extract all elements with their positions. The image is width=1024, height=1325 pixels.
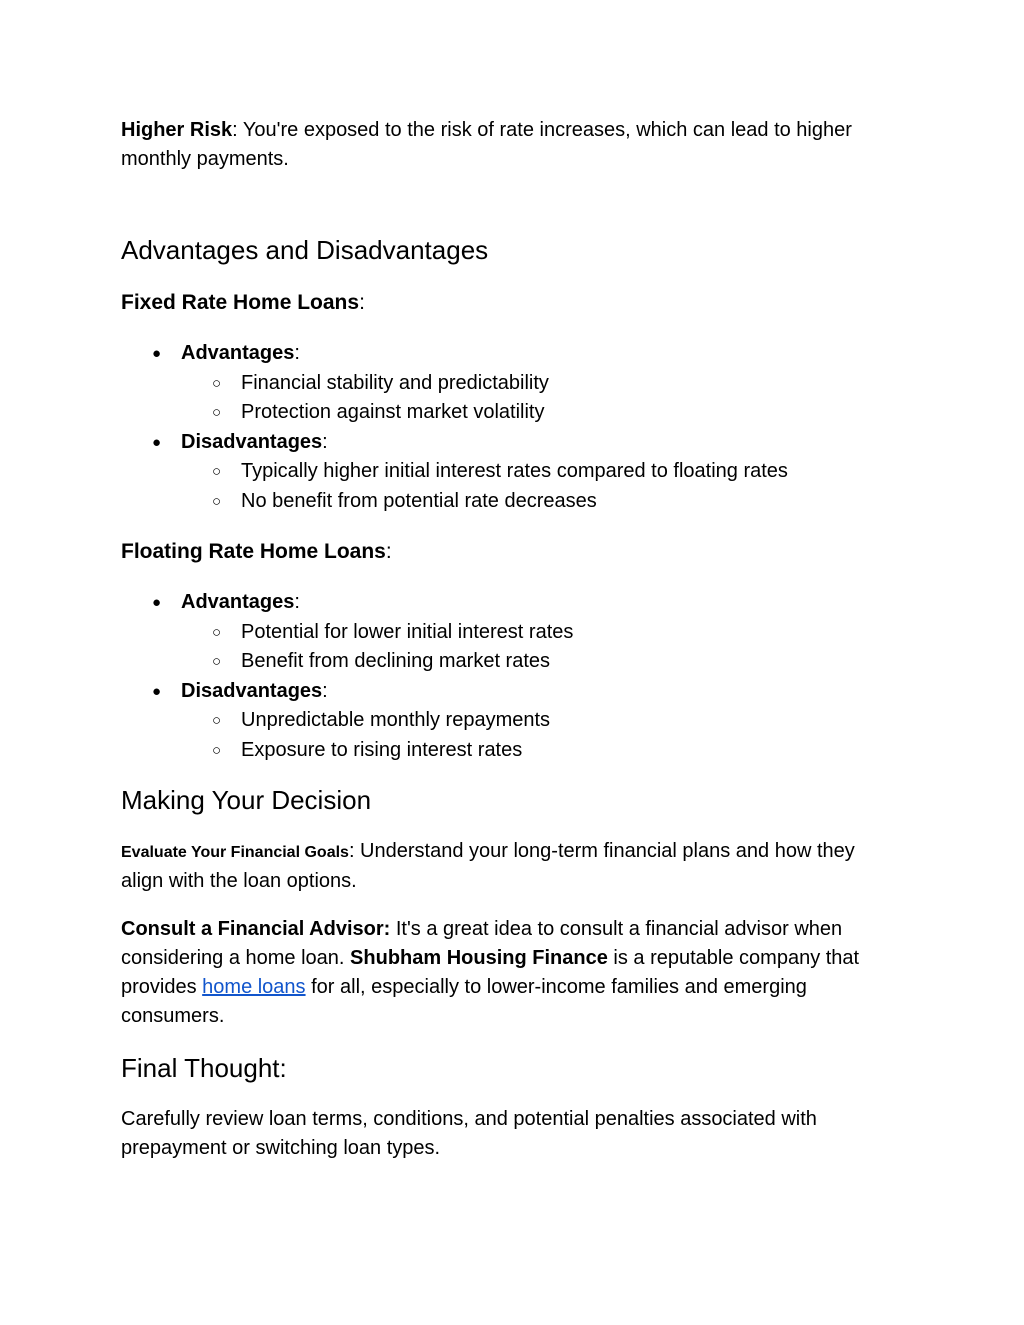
goals-paragraph <box>121 837 901 896</box>
floating-rate-colon: : <box>385 540 392 563</box>
hollow-bullet-icon: ○ <box>212 653 222 670</box>
hollow-bullet-icon: ○ <box>212 741 222 759</box>
decision-heading: Making Your Decision <box>121 785 372 815</box>
list-item <box>181 618 901 648</box>
advisor-text-3: for all, especially to lower-income families and emerging consumers. <box>121 976 807 1027</box>
floating-advantages-label: Advantages <box>181 591 295 613</box>
fixed-rate-heading <box>121 288 901 317</box>
higher-risk-paragraph <box>121 116 901 174</box>
hollow-bullet-icon: ○ <box>212 623 222 641</box>
list-item <box>121 339 901 428</box>
higher-risk-text: : You're exposed to the risk of rate increases, which can lead to higher monthly payments. <box>121 119 852 170</box>
list-item <box>181 369 901 399</box>
list-item-text: Unpredictable monthly repayments <box>241 709 551 731</box>
filled-bullet-icon: ● <box>152 433 162 451</box>
hollow-bullet-icon: ○ <box>212 712 222 729</box>
hollow-bullet-icon: ○ <box>212 404 222 421</box>
floating-rate-title: Floating Rate Home Loans <box>121 540 386 563</box>
list-item-text: Benefit from declining market rates <box>241 650 551 672</box>
list-item <box>181 706 901 736</box>
filled-bullet-icon: ● <box>152 345 162 362</box>
fixed-advantages-list <box>181 369 901 428</box>
goals-label: Evaluate Your Financial Goals <box>121 844 349 861</box>
list-item-text: Financial stability and predictability <box>241 371 549 394</box>
list-item-text: Typically higher initial interest rates compared to floating rates <box>241 460 788 482</box>
home-loans-link[interactable]: home loans <box>202 976 306 998</box>
advisor-text-1: It's a great idea to consult a financial advisor when considering a home loan. <box>121 918 843 969</box>
fixed-advantages-label: Advantages <box>181 342 295 364</box>
fixed-disadvantages-label: Disadvantages <box>181 430 323 453</box>
floating-rate-list <box>121 588 901 765</box>
colon: : <box>322 679 328 702</box>
advisor-paragraph <box>121 915 901 1031</box>
advisor-label: Consult a Financial Advisor: <box>121 918 391 940</box>
list-item <box>181 398 901 428</box>
advisor-text-2: is a reputable company that provides <box>121 947 860 998</box>
floating-advantages-list <box>181 618 901 677</box>
goals-text: : Understand your long-term financial plans and how they align with the loan options. <box>121 840 855 892</box>
list-item <box>181 736 901 766</box>
advantages-heading: Advantages and Disadvantages <box>121 235 489 265</box>
colon: : <box>322 430 328 453</box>
list-item-text: Protection against market volatility <box>241 401 545 423</box>
fixed-rate-list <box>121 339 901 516</box>
fixed-rate-title: Fixed Rate Home Loans <box>121 291 360 314</box>
final-heading: Final Thought: <box>121 1053 287 1083</box>
list-item-text: Potential for lower initial interest rates <box>241 620 574 643</box>
list-item <box>121 588 901 677</box>
hollow-bullet-icon: ○ <box>212 463 222 480</box>
floating-disadvantages-list <box>181 706 901 765</box>
filled-bullet-icon: ● <box>152 682 162 700</box>
list-item <box>121 428 901 517</box>
list-item <box>181 457 901 487</box>
list-item-text: Exposure to rising interest rates <box>241 738 523 761</box>
list-item <box>181 487 901 517</box>
fixed-disadvantages-list <box>181 457 901 516</box>
list-item <box>181 647 901 677</box>
list-item-text: No benefit from potential rate decreases <box>241 489 597 512</box>
filled-bullet-icon: ● <box>152 594 162 611</box>
fixed-rate-colon: : <box>359 291 365 314</box>
final-paragraph: Carefully review loan terms, conditions, and potential penalties associated with prepayment or switching loan types. <box>121 1108 817 1159</box>
hollow-bullet-icon: ○ <box>212 492 222 510</box>
colon: : <box>294 342 300 364</box>
company-name: Shubham Housing Finance <box>350 947 608 969</box>
floating-disadvantages-label: Disadvantages <box>181 679 323 702</box>
higher-risk-label: Higher Risk <box>121 119 233 141</box>
hollow-bullet-icon: ○ <box>212 374 222 392</box>
colon: : <box>294 591 300 613</box>
floating-rate-heading <box>121 537 901 566</box>
list-item <box>121 677 901 766</box>
